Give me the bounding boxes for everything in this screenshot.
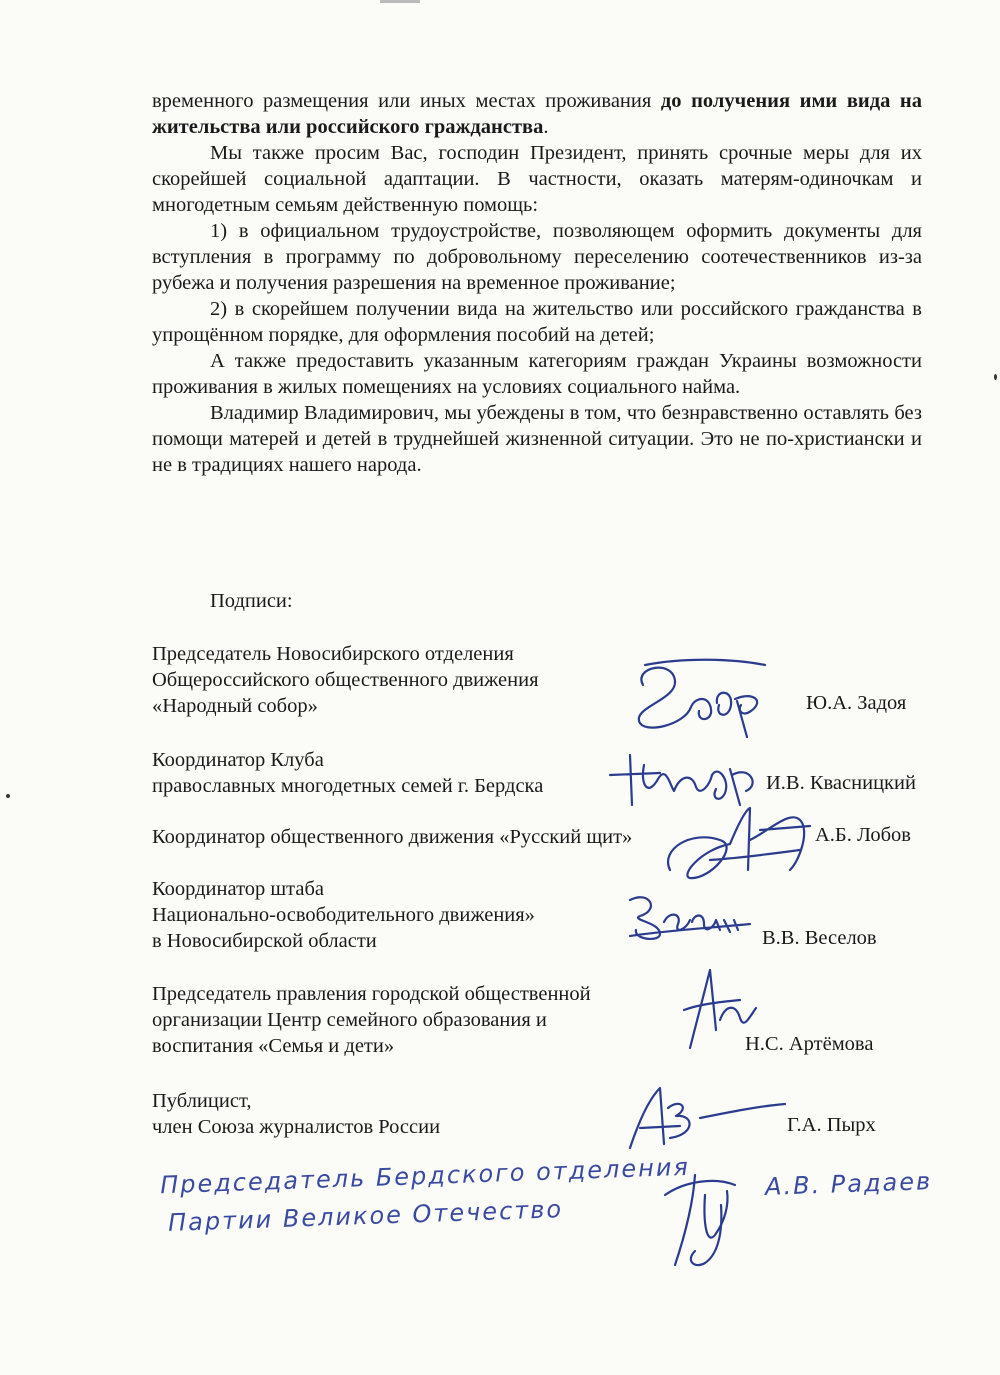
paragraph-1-end: . xyxy=(543,116,549,138)
signatory-title-line: Публицист, xyxy=(152,1090,252,1112)
paragraph-1-text: временного размещения или иных местах проживания xyxy=(152,90,661,112)
handwritten-title-line-1: Председатель Бердского отделения xyxy=(159,1152,691,1200)
handwritten-name: А.В. Радаев xyxy=(764,1167,933,1201)
signatory-title xyxy=(152,641,539,719)
handwritten-title-line-2: Партии Великое Отечество xyxy=(167,1195,564,1237)
signatory-name: Н.С. Артёмова xyxy=(745,1033,874,1055)
signatory-title-line: член Союза журналистов России xyxy=(152,1116,441,1138)
signature-zadoya-image xyxy=(625,655,775,745)
signatory-name: И.В. Квасницкий xyxy=(766,772,916,794)
signatory-title-line: воспитания «Семья и дети» xyxy=(152,1035,395,1057)
paragraph-5: А также предоставить указанным категориям граждан Украины возможности проживания в жилых помещениях на условиях социального найма. xyxy=(152,350,922,398)
signatory-name: А.Б. Лобов xyxy=(815,824,911,846)
paragraph-1-bold: до получения ими вида на жительства или российского гражданства xyxy=(152,90,922,138)
signatory-name: В.В. Веселов xyxy=(762,927,877,949)
signatory-title-line: организации Центр семейного образования и xyxy=(152,1009,547,1031)
paragraph-4: 2) в скорейшем получении вида на жительство или российского гражданства в упрощённом порядке, для оформления пособий на детей; xyxy=(152,298,922,346)
letter-body xyxy=(152,88,922,478)
signature-lobov-image xyxy=(650,800,820,890)
signature-pyrh-image xyxy=(610,1078,790,1158)
scan-edge-mark xyxy=(380,0,420,3)
signatory-title-line: «Народный собор» xyxy=(152,695,318,717)
paragraph-6: Владимир Владимирович, мы убеждены в том, что безнравственно оставлять без помощи матерей и детей в труднейшей жизненной ситуации. Это не по-христиански и не в традициях нашего народа. xyxy=(152,402,922,476)
signatory-title xyxy=(152,747,543,799)
signatory-title-line: Председатель Новосибирского отделения xyxy=(152,643,514,665)
paragraph-2: Мы также просим Вас, господин Президент, принять срочные меры для их скорейшей социальной адаптации. В частности, оказать матерям-одиночкам и многодетным семьям действенную помощь: xyxy=(152,142,922,216)
signatory-title xyxy=(152,981,591,1059)
scan-speck xyxy=(6,794,10,798)
paragraph-3: 1) в официальном трудоустройстве, позволяющем оформить документы для вступления в программу по добровольному переселению соотечественников из-за рубежа и получения разрешения на временное проживание; xyxy=(152,220,922,294)
signature-veselov-image xyxy=(620,880,760,945)
signatory-title-line: Председатель правления городской общественной xyxy=(152,983,591,1005)
signatory-title-line: Координатор Клуба xyxy=(152,749,324,771)
signatures-heading: Подписи: xyxy=(210,590,293,612)
signatory-title xyxy=(152,824,632,850)
signature-artemova-image xyxy=(670,960,770,1055)
signatory-title-line: в Новосибирской области xyxy=(152,930,377,952)
signatory-title xyxy=(152,876,535,954)
signatory-title-line: Координатор общественного движения «Русский щит» xyxy=(152,826,633,848)
scan-speck xyxy=(994,374,997,380)
signatory-title-line: Общероссийского общественного движения xyxy=(152,669,539,691)
signatory-name: Ю.А. Задоя xyxy=(806,692,907,714)
signatory-title-line: Национально-освободительного движения» xyxy=(152,904,535,926)
paragraph-1 xyxy=(152,88,922,140)
signatory-title-line: православных многодетных семей г. Бердска xyxy=(152,775,544,797)
signatory-name: Г.А. Пырх xyxy=(787,1114,876,1136)
signatory-title-line: Координатор штаба xyxy=(152,878,325,900)
signatory-title xyxy=(152,1088,440,1140)
